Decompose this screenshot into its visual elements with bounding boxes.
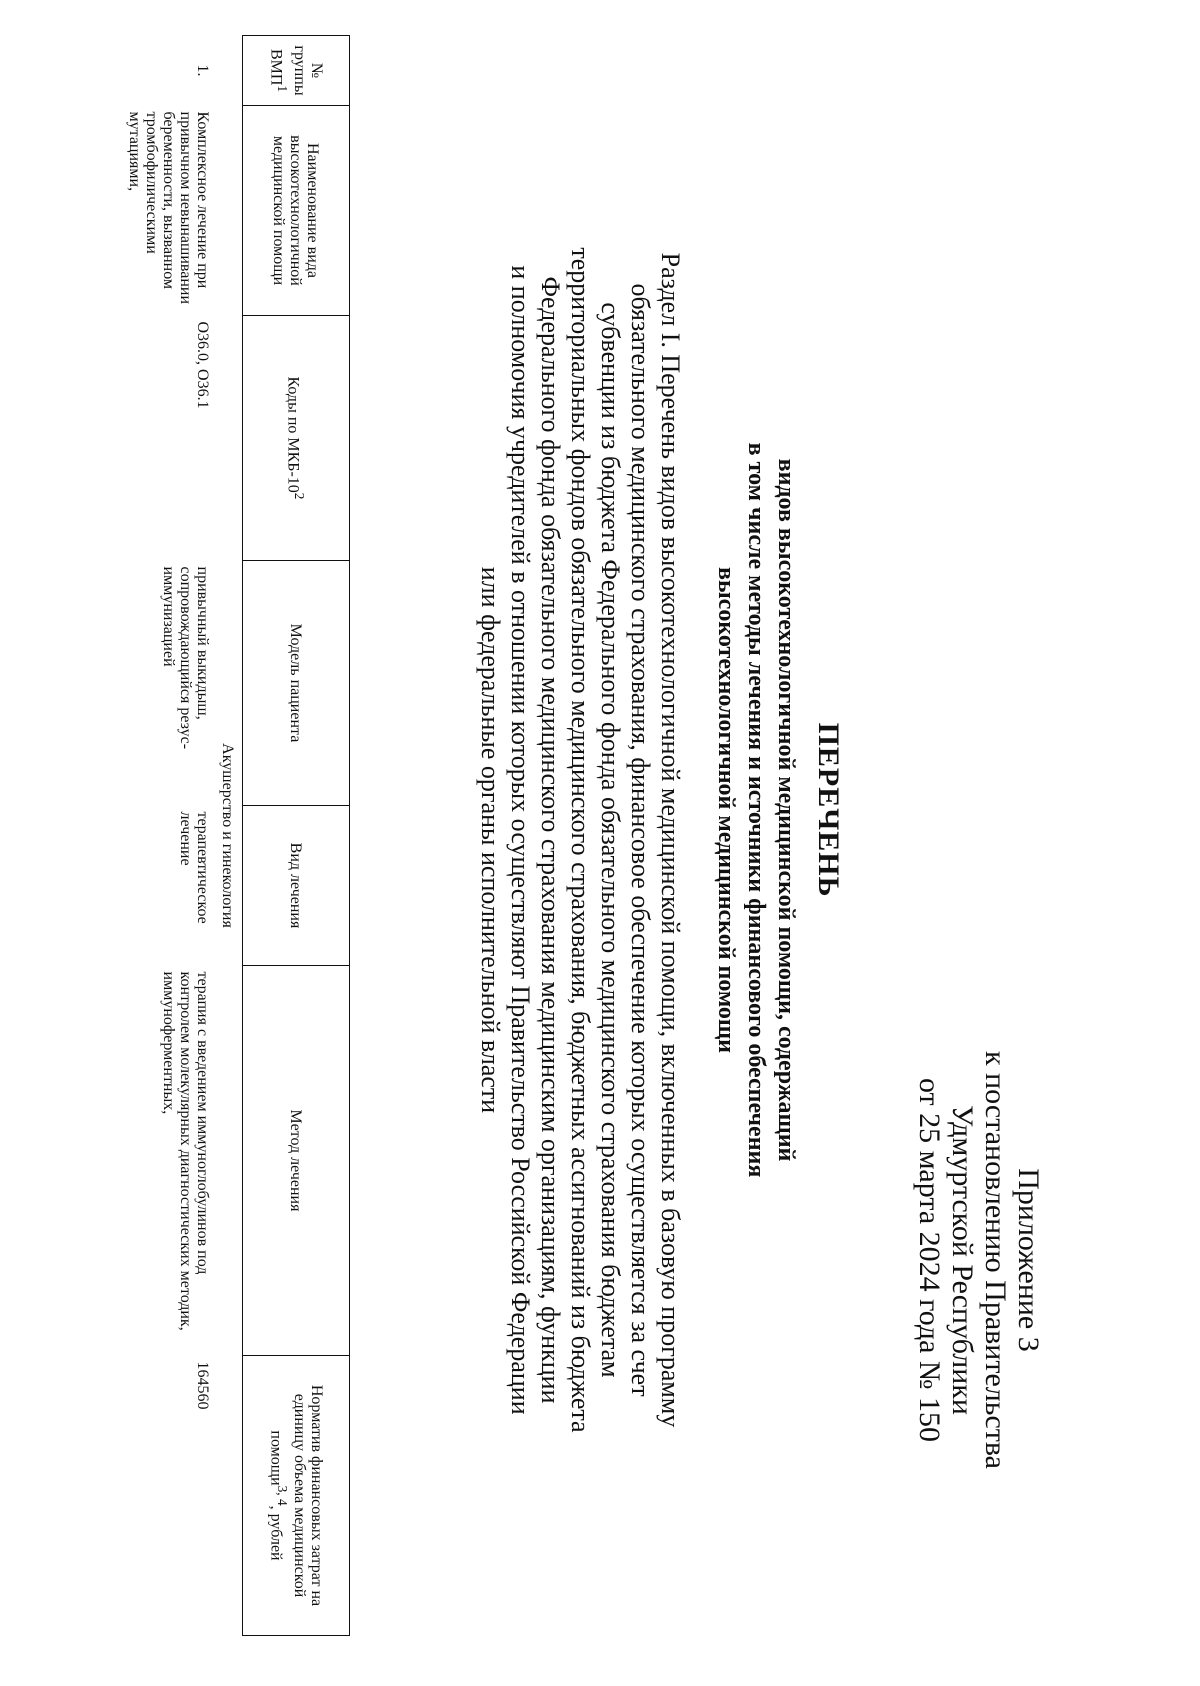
row-treatment-method: терапия с введением иммуноглобулинов под контролем молекулярных диагностических методик, иммуноферментных, (160, 971, 211, 1331)
table-group-row (217, 36, 243, 1636)
row-icd-codes: О36.0, О36.1 (194, 321, 211, 409)
appendix-republic: Удмуртской Республики (946, 1105, 979, 1415)
section-line: Федерального фонда обязательного медицинского страхования медицинским организациям, функции (536, 276, 565, 1404)
section-line: субвенции из бюджета Федерального фонда обязательного медицинского страхования бюджетам (596, 302, 625, 1378)
section-line: обязательного медицинского страхования, финансовое обеспечение которых осуществляется за счет (626, 283, 655, 1397)
document-title-block (711, 90, 845, 1530)
header-treatment-method: Метод лечения (243, 966, 350, 1356)
row-care-type-name: Комплексное лечение при привычном невынашивании беременности, вызванном тромбофилическими мутациями, (126, 111, 211, 305)
hmp-table (122, 35, 350, 1636)
header-care-type-name: Наименование вида высокотехнологичной медицинской помощи (243, 106, 350, 316)
section-heading (475, 60, 685, 1620)
row-treatment-type: терапевтическое лечение (177, 811, 211, 924)
appendix-decree-ref: к постановлению Правительства (979, 1051, 1012, 1469)
document-subtitle-line-2: в том числе методы лечения и источники финансового обеспечения (743, 442, 769, 1178)
row-patient-model: привычный выкидыш, сопровождающийся резус-иммунизацией (160, 566, 211, 750)
header-group-number: № группы ВМП$^1$ (243, 36, 350, 106)
row-group-number: 1. (194, 64, 211, 77)
table-header-row (243, 36, 350, 1636)
row-cost-norm: 164560 (194, 1361, 211, 1410)
appendix-number: Приложение 3 (1012, 1168, 1045, 1352)
section-line: Раздел I. Перечень видов высокотехнологичной медицинской помощи, включенных в базовую программу (656, 252, 685, 1428)
appendix-header (913, 900, 1045, 1620)
section-line: или федеральные органы исполнительной власти (476, 566, 505, 1114)
section-line: и полномочия учредителей в отношении которых осуществляют Правительство Российской Федерации (506, 265, 535, 1415)
document-title: ПЕРЕЧЕНЬ (812, 722, 845, 898)
document-subtitle-line-1: видов высокотехнологичной медицинской помощи, содержащий (773, 458, 799, 1162)
document-subtitle-line-3: высокотехнологичной медицинской помощи (713, 566, 739, 1054)
section-line: территориальных фондов обязательного медицинского страхования, бюджетных ассигнований из бюджета (566, 247, 595, 1433)
appendix-date: от 25 марта 2024 года № 150 (913, 1077, 946, 1443)
group-title: Акушерство и гинекология (219, 743, 236, 928)
header-cost-norm: Норматив финансовых затрат на единицу объема медицинской помощи$^{3, 4}$, рублей (243, 1356, 350, 1636)
table-row (122, 36, 217, 1636)
header-treatment-type: Вид лечения (243, 806, 350, 966)
header-icd-codes: Коды по МКБ-$10^2$ (243, 316, 350, 561)
header-patient-model: Модель пациента (243, 561, 350, 806)
